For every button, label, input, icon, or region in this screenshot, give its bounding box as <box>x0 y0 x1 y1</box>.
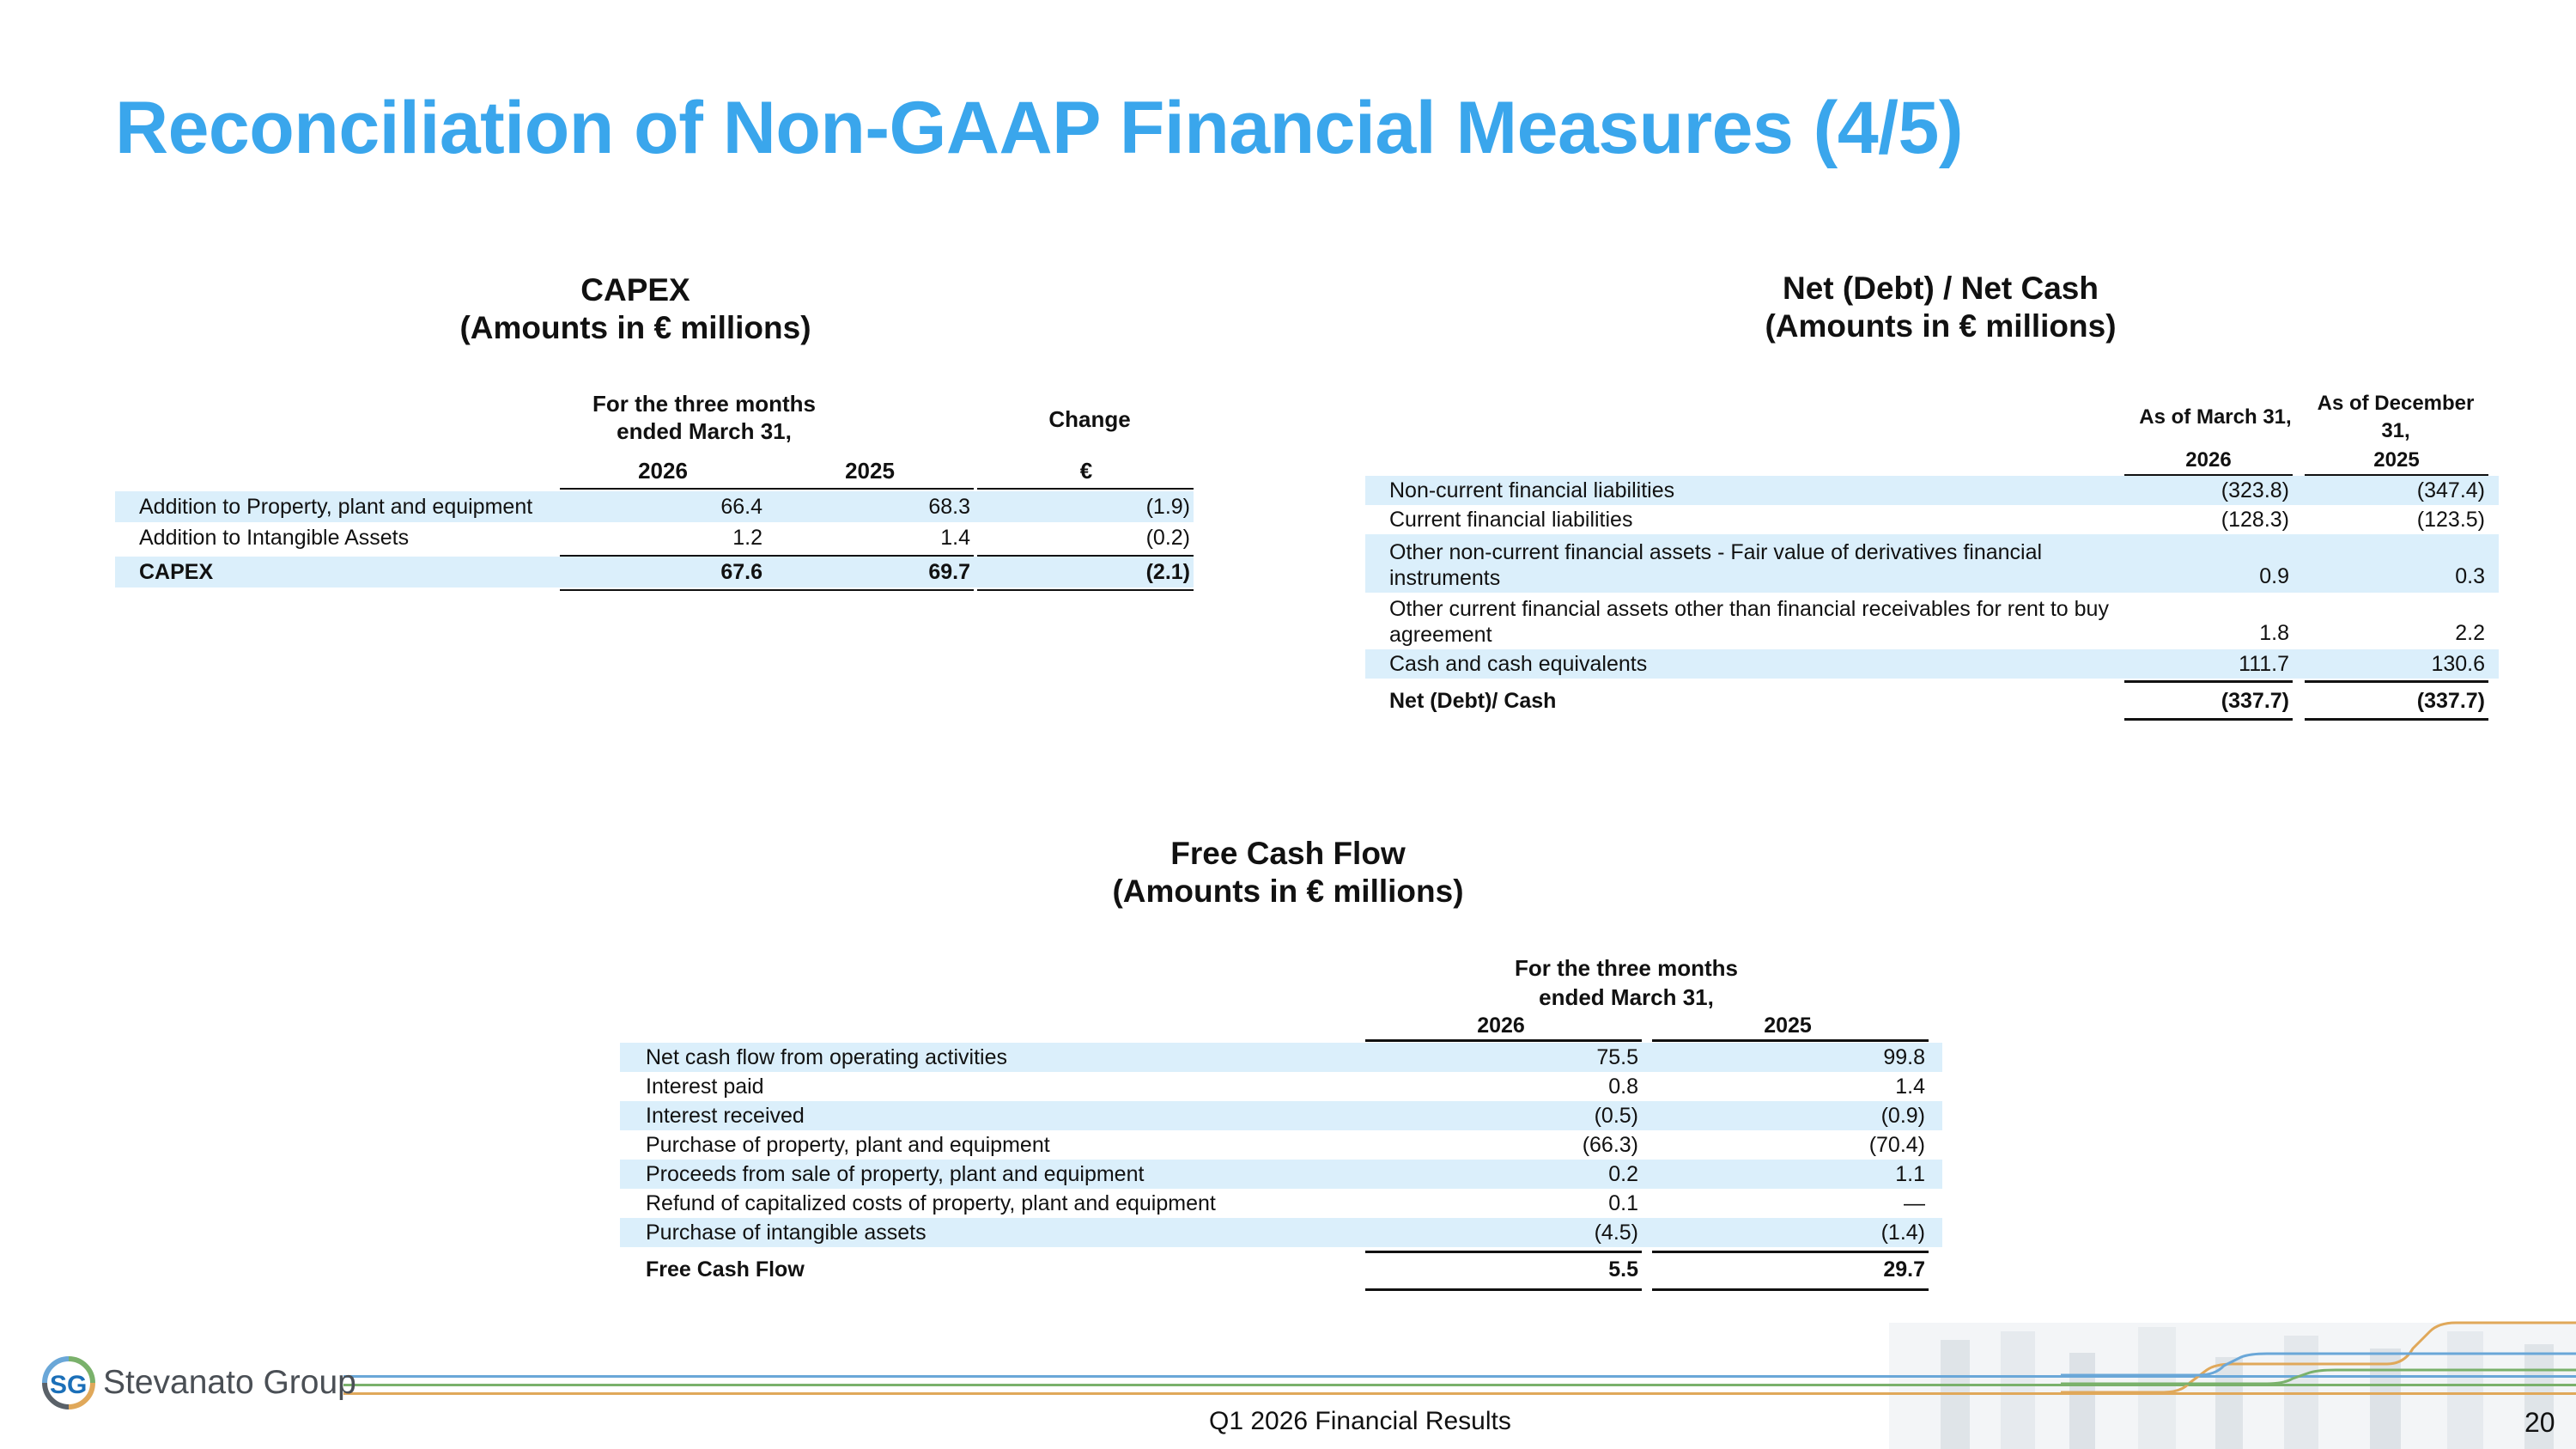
row-label: Non-current financial liabilities <box>1389 478 1675 502</box>
table-row <box>1365 534 2499 593</box>
value-2026: (66.3) <box>1582 1132 1638 1157</box>
value-2026: 1.2 <box>732 525 762 550</box>
value-2025: (0.9) <box>1880 1103 1925 1128</box>
row-label: Proceeds from sale of property, plant and equipment <box>646 1161 1145 1186</box>
table-row <box>1365 593 2499 649</box>
value-2025: 1.4 <box>1895 1074 1925 1099</box>
net-debt-col-2025: 2025 <box>2373 448 2420 472</box>
table-row-total <box>115 557 1194 588</box>
capex-header-rule-1 <box>560 488 766 490</box>
value-2025: 1.1 <box>1895 1161 1925 1186</box>
capex-period-header-line1: For the three months <box>592 391 816 417</box>
value-2025: 99.8 <box>1883 1044 1925 1069</box>
value-2025: (337.7) <box>2416 688 2485 713</box>
row-label: Interest paid <box>646 1074 764 1099</box>
row-label: Other current financial assets other than financial receivables for rent to buy agreement <box>1389 597 2109 647</box>
fcf-table <box>620 950 1942 1302</box>
table-row <box>620 1130 1942 1160</box>
capex-table <box>115 387 1194 601</box>
capex-period-header-line2: ended March 31, <box>617 418 792 444</box>
net-debt-col2-header-line1: As of December <box>2317 392 2475 415</box>
value-2026: (323.8) <box>2221 478 2289 502</box>
value-2026: 1.8 <box>2259 621 2289 645</box>
capex-total-rule-1 <box>560 589 766 591</box>
fcf-title-line2: (Amounts in € millions) <box>1112 874 1464 909</box>
fcf-header-rule-2 <box>1652 1039 1929 1042</box>
value-2025: 1.4 <box>940 525 970 550</box>
fcf-col-2025: 2025 <box>1764 1014 1812 1038</box>
capex-col-2026: 2026 <box>638 458 688 484</box>
capex-header-rule-2 <box>761 488 974 490</box>
row-label: Net cash flow from operating activities <box>646 1044 1008 1069</box>
page-number: 20 <box>2524 1407 2555 1438</box>
value-change: (0.2) <box>1145 525 1190 550</box>
net-debt-subtotal-rule-1 <box>2124 680 2293 683</box>
row-label: Addition to Property, plant and equipment <box>139 494 533 519</box>
value-2026: 5.5 <box>1608 1257 1638 1282</box>
capex-title <box>378 271 893 347</box>
value-2026: (0.5) <box>1594 1103 1638 1128</box>
capex-change-header: Change <box>1048 406 1131 432</box>
value-change: (1.9) <box>1145 494 1190 519</box>
net-debt-col2-header-line2: 31, <box>2381 419 2410 442</box>
value-2026: (337.7) <box>2221 688 2289 713</box>
value-2026: 0.8 <box>1608 1074 1638 1099</box>
value-2026: 67.6 <box>720 559 762 584</box>
value-2026: 66.4 <box>720 494 762 519</box>
fcf-total-rule-2 <box>1652 1288 1929 1291</box>
row-label: CAPEX <box>139 559 214 584</box>
row-label: Purchase of intangible assets <box>646 1220 927 1245</box>
row-label: Other non-current financial assets - Fair value of derivatives financial instruments <box>1389 540 2043 590</box>
net-debt-col-2026: 2026 <box>2185 448 2232 472</box>
fcf-period-header <box>1480 953 1772 1012</box>
net-debt-title-line1: Net (Debt) / Net Cash <box>1783 271 2099 306</box>
row-label: Refund of capitalized costs of property, plant and equipment <box>646 1190 1216 1215</box>
capex-total-rule-3 <box>977 589 1194 591</box>
value-2026: 75.5 <box>1596 1044 1638 1069</box>
fcf-total-rule-1 <box>1365 1288 1642 1291</box>
table-row-total <box>1365 685 2499 716</box>
row-label: Addition to Intangible Assets <box>139 525 410 550</box>
value-2025: (70.4) <box>1868 1132 1925 1157</box>
table-row <box>1365 649 2499 679</box>
value-2025: 0.3 <box>2455 564 2485 588</box>
table-row <box>620 1043 1942 1072</box>
table-row <box>1365 505 2499 534</box>
footer-wave-lines <box>2061 1297 2576 1409</box>
table-row <box>620 1160 1942 1189</box>
row-label: Cash and cash equivalents <box>1389 651 1648 676</box>
net-debt-total-rule-1 <box>2124 718 2293 721</box>
fcf-period-header-line1: For the three months <box>1514 955 1738 981</box>
net-debt-title-line2: (Amounts in € millions) <box>1765 308 2117 344</box>
fcf-period-header-line2: ended March 31, <box>1539 984 1714 1010</box>
fcf-col-2026: 2026 <box>1477 1014 1525 1038</box>
value-2026: (4.5) <box>1594 1220 1638 1245</box>
value-2026: 0.2 <box>1608 1161 1638 1186</box>
capex-header-rule-3 <box>977 488 1194 490</box>
logo-text: Stevanato Group <box>103 1364 356 1401</box>
value-2025: 29.7 <box>1883 1257 1925 1282</box>
value-2025: 2.2 <box>2455 621 2485 645</box>
table-row <box>115 491 1194 522</box>
net-debt-col1-header: As of March 31, <box>2139 405 2292 429</box>
capex-col-2025: 2025 <box>845 458 895 484</box>
capex-title-line1: CAPEX <box>580 272 690 307</box>
net-debt-title <box>1683 270 2198 345</box>
value-2025: (347.4) <box>2416 478 2485 502</box>
value-2026: 0.9 <box>2259 564 2289 588</box>
capex-total-rule-2 <box>761 589 974 591</box>
table-row <box>620 1218 1942 1247</box>
row-label: Interest received <box>646 1103 805 1128</box>
value-change: (2.1) <box>1145 559 1190 584</box>
value-2026: 0.1 <box>1608 1190 1638 1215</box>
value-2025: (1.4) <box>1880 1220 1925 1245</box>
table-row-total <box>620 1254 1942 1285</box>
fcf-subtotal-rule-2 <box>1652 1251 1929 1253</box>
net-debt-col2-header <box>2301 390 2490 445</box>
table-row <box>1365 476 2499 505</box>
value-2025: 130.6 <box>2431 651 2485 676</box>
table-row <box>620 1101 1942 1130</box>
fcf-title-line1: Free Cash Flow <box>1170 836 1406 871</box>
row-label: Current financial liabilities <box>1389 507 1633 532</box>
net-debt-total-rule-2 <box>2305 718 2488 721</box>
value-2025: (123.5) <box>2416 507 2485 532</box>
row-label: Purchase of property, plant and equipment <box>646 1132 1050 1157</box>
value-2025: 68.3 <box>928 494 970 519</box>
value-2026: (128.3) <box>2221 507 2289 532</box>
fcf-header-rule-1 <box>1365 1039 1642 1042</box>
value-2025: 69.7 <box>928 559 970 584</box>
row-label: Net (Debt)/ Cash <box>1389 688 1557 713</box>
fcf-subtotal-rule-1 <box>1365 1251 1642 1253</box>
value-2026: 111.7 <box>2239 651 2289 676</box>
fcf-title <box>1030 835 1546 910</box>
page-title: Reconciliation of Non-GAAP Financial Measures (4/5) <box>115 87 1964 169</box>
capex-col-change: € <box>1079 458 1093 484</box>
row-label: Free Cash Flow <box>646 1257 805 1282</box>
logo-mark: SG <box>50 1371 88 1399</box>
table-row <box>115 522 1194 553</box>
capex-period-header <box>558 390 850 445</box>
net-debt-subtotal-rule-2 <box>2305 680 2488 683</box>
capex-title-line2: (Amounts in € millions) <box>459 310 811 345</box>
value-2025: — <box>1904 1190 1925 1215</box>
table-row <box>620 1189 1942 1218</box>
table-row <box>620 1072 1942 1101</box>
net-debt-table <box>1365 387 2499 730</box>
footer-caption: Q1 2026 Financial Results <box>1209 1407 1511 1435</box>
